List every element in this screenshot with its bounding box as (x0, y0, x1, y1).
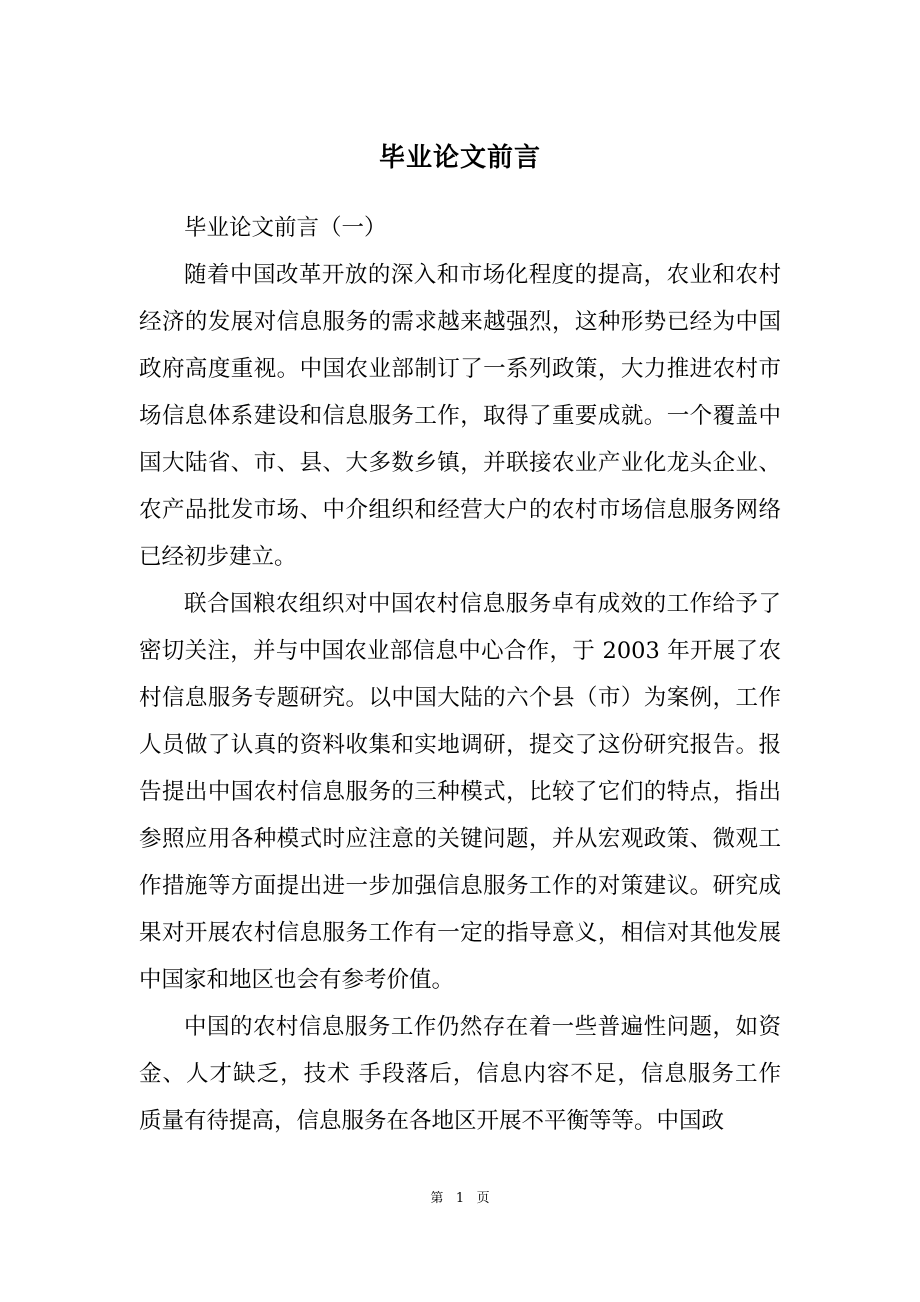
page-footer (0, 1190, 920, 1208)
section-subheading: 毕业论文前言（一） (184, 215, 387, 241)
footer-prefix: 第 (430, 1191, 444, 1206)
document-body (139, 205, 781, 1145)
paragraph-2: 联合国粮农组织对中国农村信息服务卓有成效的工作给予了密切关注，并与中国农业部信息中心合作，于 2003 年开展了农村信息服务专题研究。以中国大陆的六个县（市）为案例，工作人员做了认真的资料收集和实地调研，提交了这份研究报告。报告提出中国农村信息服务的三种模式，比较了它们的特点，指出参照应用各种模式时应注意的关键问题，并从宏观政策、微观工作措施等方面提出进一步加强信息服务工作的对策建议。研究成果对开展农村信息服务工作有一定的指导意义，相信对其他发展中国家和地区也会有参考价值。 (139, 591, 781, 993)
paragraph-3: 中国的农村信息服务工作仍然存在着一些普遍性问题，如资金、人才缺乏，技术 手段落后，信息内容不足，信息服务工作 质量有待提高，信息服务在各地区开展不平衡等等。中国政 (139, 1014, 781, 1134)
page-number: 1 (455, 1191, 465, 1206)
paragraph-1: 随着中国改革开放的深入和市场化程度的提高，农业和农村经济的发展对信息服务的需求越来越强烈，这种形势已经为中国政府高度重视。中国农业部制订了一系列政策，大力推进农村市场信息体系建设和信息服务工作，取得了重要成就。一个覆盖中国大陆省、市、县、大多数乡镇，并联接农业产业化龙头企业、农产品批发市场、中介组织和经营大户的农村市场信息服务网络已经初步建立。 (139, 262, 781, 570)
document-title: 毕业论文前言 (378, 143, 541, 173)
footer-suffix: 页 (476, 1191, 490, 1206)
